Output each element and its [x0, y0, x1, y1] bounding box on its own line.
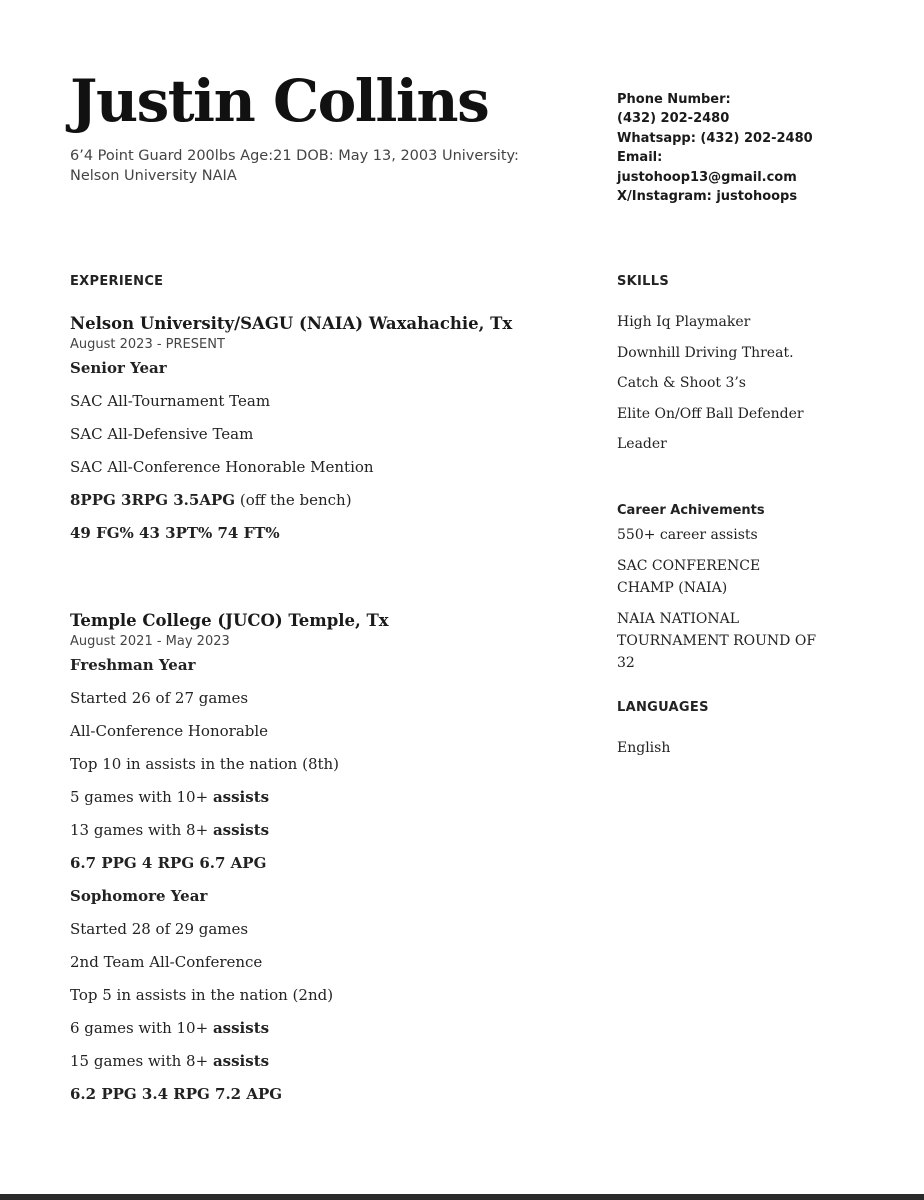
- email-address: justohoop13@gmail.com: [617, 169, 797, 185]
- job-title: Temple College (JUCO) Temple, Tx: [70, 611, 389, 630]
- job-title: Nelson University/SAGU (NAIA) Waxahachie, Tx: [70, 314, 513, 333]
- languages-heading: LANGUAGES: [617, 700, 709, 715]
- stat-note: 13 games with 8+: [70, 821, 213, 839]
- stat-note: 5 games with 10+: [70, 788, 213, 806]
- job-line: 6.7 PPG 4 RPG 6.7 APG: [70, 854, 267, 872]
- job-temple: [70, 610, 590, 1111]
- skill-item: Leader: [617, 436, 667, 453]
- stat-note: 15 games with 8+: [70, 1052, 213, 1070]
- achievements-heading: Career Achivements: [617, 503, 765, 518]
- job-line: [70, 1045, 590, 1078]
- skill-item: Catch & Shoot 3’s: [617, 375, 746, 392]
- job-line: [70, 1012, 590, 1045]
- stat-bold: assists: [212, 821, 270, 839]
- job-dates: August 2023 - PRESENT: [70, 337, 225, 352]
- stat-bold: assists: [212, 1052, 270, 1070]
- skills-heading: SKILLS: [617, 274, 670, 289]
- achievement-item: 550+ career assists: [617, 527, 758, 543]
- job-line: [70, 484, 590, 517]
- candidate-name: Justin Collins: [70, 67, 489, 135]
- skill-item: High Iq Playmaker: [617, 314, 751, 330]
- job-nelson: [70, 313, 590, 550]
- whatsapp-number: Whatsapp: (432) 202-2480: [617, 130, 813, 146]
- stat-note: (off the bench): [235, 491, 352, 509]
- job-line: Sophomore Year: [70, 887, 208, 905]
- phone-number: (432) 202-2480: [617, 111, 730, 127]
- job-line: Started 28 of 29 games: [70, 920, 249, 938]
- language-item: English: [617, 740, 671, 756]
- achievements-section: [617, 503, 907, 674]
- job-line: Senior Year: [70, 359, 167, 377]
- job-line: Top 5 in assists in the nation (2nd): [70, 986, 334, 1004]
- job-line: All-Conference Honorable: [70, 722, 269, 740]
- job-line: SAC All-Defensive Team: [70, 425, 254, 443]
- achievement-item: NAIA NATIONAL TOURNAMENT ROUND OF 32: [617, 611, 817, 671]
- email-label: Email:: [617, 150, 663, 166]
- candidate-bio: 6’4 Point Guard 200lbs Age:21 DOB: May 13, 2003 University: Nelson University NAIA: [70, 148, 519, 184]
- stat-bold: assists: [212, 788, 270, 806]
- job-line: [70, 781, 590, 814]
- job-line: Top 10 in assists in the nation (8th): [70, 755, 340, 773]
- skill-item: Downhill Driving Threat.: [617, 344, 794, 361]
- job-line: 2nd Team All-Conference: [70, 953, 263, 971]
- skills-list: [617, 307, 907, 460]
- experience-heading: EXPERIENCE: [70, 274, 164, 289]
- job-line: [70, 814, 590, 847]
- social-handle: X/Instagram: justohoops: [617, 189, 798, 205]
- job-line: 49 FG% 43 3PT% 74 FT%: [70, 524, 280, 542]
- job-line: SAC All-Conference Honorable Mention: [70, 458, 374, 476]
- achievement-item: SAC CONFERENCE CHAMP (NAIA): [617, 558, 761, 596]
- job-line: Started 26 of 27 games: [70, 689, 249, 707]
- contact-block: [617, 90, 907, 206]
- job-line: SAC All-Tournament Team: [70, 392, 271, 410]
- stat-bold: assists: [212, 1019, 270, 1037]
- job-dates: August 2021 - May 2023: [70, 634, 230, 649]
- job-line: 6.2 PPG 3.4 RPG 7.2 APG: [70, 1085, 283, 1103]
- page-bottom-edge: [0, 1194, 924, 1200]
- skill-item: Elite On/Off Ball Defender: [617, 405, 804, 422]
- stat-bold: 8PPG 3RPG 3.5APG: [70, 491, 236, 509]
- phone-label: Phone Number:: [617, 92, 731, 107]
- job-line: Freshman Year: [70, 656, 196, 674]
- stat-note: 6 games with 10+: [70, 1019, 213, 1037]
- languages-list: [617, 733, 907, 764]
